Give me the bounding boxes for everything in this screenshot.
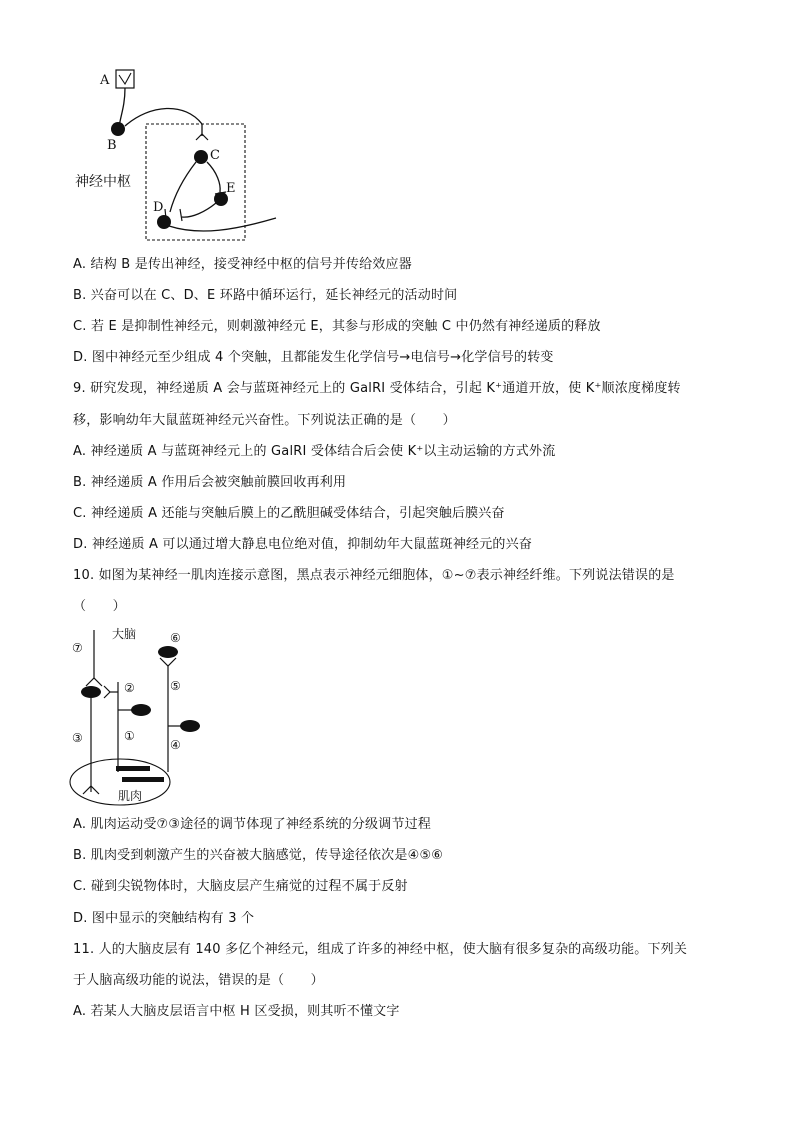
- q8-option-d: D. 图中神经元至少组成 4 个突触，且都能发生化学信号→电信号→化学信号的转变: [73, 350, 554, 365]
- q9-option-d: D. 神经递质 A 可以通过增大静息电位绝对值，抑制幼年大鼠蓝斑神经元的兴奋: [73, 537, 533, 552]
- synapse-fork-6: [160, 658, 176, 666]
- q10-stem-line1: 10. 如图为某神经一肌肉连接示意图，黑点表示神经元细胞体，①~⑦表示神经纤维。下列说法错误的是: [73, 568, 675, 583]
- q9-option-b: B. 神经递质 A 作用后会被突触前膜回收再利用: [73, 475, 347, 490]
- neuron-body-sensory: [180, 720, 200, 732]
- efferent-fiber: [169, 218, 276, 231]
- q9-stem-line2: 移，影响幼年大鼠蓝斑神经元兴奋性。下列说法正确的是（ ）: [73, 413, 456, 428]
- neuron-c: [194, 150, 208, 164]
- fiber-c-to-e: [207, 162, 220, 192]
- fiber-c-to-d: [170, 162, 196, 212]
- label-d: D: [153, 200, 164, 215]
- label-c: C: [210, 148, 220, 163]
- num-7: ⑦: [72, 641, 83, 655]
- neural-circuit-figure: [70, 62, 290, 244]
- q8-option-c: C. 若 E 是抑制性神经元，则刺激神经元 E，其参与形成的突触 C 中仍然有神经递质的释放: [73, 319, 601, 334]
- fiber-b-to-c: [125, 108, 202, 136]
- brain-label: 大脑: [112, 627, 137, 641]
- neuron-d: [157, 215, 171, 229]
- num-5: ⑤: [170, 679, 181, 693]
- synapse-fork-7: [86, 678, 102, 686]
- synapse-fork-2: [104, 686, 110, 698]
- receptor-check-mark: [119, 73, 131, 84]
- label-b: B: [107, 138, 117, 153]
- muscle-label: 肌肉: [118, 789, 143, 803]
- q10-option-b: B. 肌肉受到刺激产生的兴奋被大脑感觉，传导途径依次是④⑤⑥: [73, 848, 444, 863]
- q11-stem-line2: 于人脑高级功能的说法，错误的是（ ）: [73, 973, 324, 988]
- muscle-fiber-1: [116, 766, 150, 771]
- q8-option-a: A. 结构 B 是传出神经，接受神经中枢的信号并传给效应器: [73, 257, 412, 272]
- num-3: ③: [72, 731, 83, 745]
- neuron-body-inter: [131, 704, 151, 716]
- num-2: ②: [124, 681, 135, 695]
- q11-stem-line1: 11. 人的大脑皮层有 140 多亿个神经元，组成了许多的神经中枢，使大脑有很多复杂的高级功能。下列关: [73, 942, 688, 957]
- q10-stem-line2: （ ）: [73, 599, 126, 614]
- label-e: E: [226, 181, 236, 196]
- num-1: ①: [124, 729, 135, 743]
- q10-option-d: D. 图中显示的突触结构有 3 个: [73, 911, 255, 926]
- fiber-e-to-d: [182, 203, 216, 217]
- q9-option-a: A. 神经递质 A 与蓝斑神经元上的 GalRI 受体结合后会使 K⁺以主动运输的方式外流: [73, 444, 556, 459]
- afferent-fiber: [119, 88, 125, 128]
- label-a: A: [100, 73, 110, 88]
- num-6: ⑥: [170, 631, 181, 645]
- synapse-bar-d-right: [180, 209, 182, 221]
- q11-option-a: A. 若某人大脑皮层语言中枢 H 区受损，则其听不懂文字: [73, 1004, 400, 1019]
- q9-option-c: C. 神经递质 A 还能与突触后膜上的乙酰胆碱受体结合，引起突触后膜兴奋: [73, 506, 505, 521]
- q10-option-a: A. 肌肉运动受⑦③途径的调节体现了神经系统的分级调节过程: [73, 817, 432, 832]
- neuromuscular-figure: [64, 622, 214, 808]
- q8-option-b: B. 兴奋可以在 C、D、E 环路中循环运行，延长神经元的活动时间: [73, 288, 458, 303]
- q10-option-c: C. 碰到尖锐物体时，大脑皮层产生痛觉的过程不属于反射: [73, 879, 408, 894]
- neuron-body-brain: [158, 646, 178, 658]
- q9-stem-line1: 9. 研究发现，神经递质 A 会与蓝斑神经元上的 GalRI 受体结合，引起 K⁺通道开放，使 K⁺顺浓度梯度转: [73, 381, 681, 396]
- nerve-center-label: 神经中枢: [75, 174, 131, 190]
- muscle-fiber-2: [122, 777, 164, 782]
- receptor-box: [116, 70, 134, 88]
- neuron-body-motor: [81, 686, 101, 698]
- num-4: ④: [170, 738, 181, 752]
- neuron-b: [111, 122, 125, 136]
